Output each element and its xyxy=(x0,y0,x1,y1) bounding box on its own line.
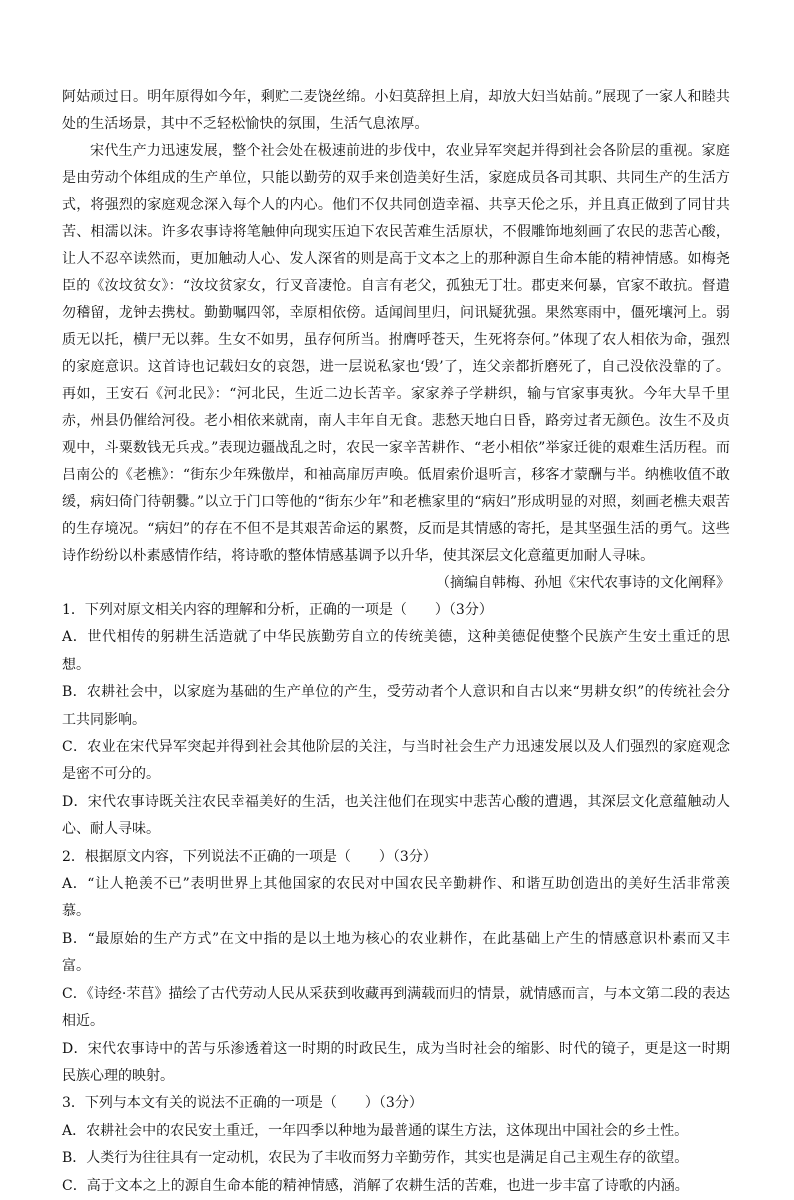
question-2 xyxy=(62,844,730,1091)
option-b: B．“最原始的生产方式”在文中指的是以土地为核心的农业耕作，在此基础上产生的情感意识朴素而又丰富。 xyxy=(62,930,730,975)
question-stem: 1．下列对原文相关内容的理解和分析，正确的一项是（ ）（3分） xyxy=(62,602,493,618)
option-a: A．世代相传的躬耕生活造就了中华民族勤劳自立的传统美德，这种美德促使整个民族产生安土重迁的思想。 xyxy=(62,629,730,673)
option-c: C．《诗经·芣苢》描绘了古代劳动人民从采获到收藏再到满载而归的情景，就情感而言，与本文第二段的表达相近。 xyxy=(62,985,730,1030)
option-b: B．农耕社会中，以家庭为基础的生产单位的产生，受劳动者个人意识和自古以来“男耕女织”的传统社会分工共同影响。 xyxy=(62,684,730,728)
document-page xyxy=(62,84,730,1200)
question-stem: 2．根据原文内容，下列说法不正确的一项是（ ）（3分） xyxy=(62,848,437,865)
option-c: C．高于文本之上的源自生命本能的精神情感，消解了农耕生活的苦难，也进一步丰富了诗歌的内涵。 xyxy=(62,1177,689,1194)
option-b: B．人类行为往往具有一定动机，农民为了丰收而努力辛勤劳作，其实也是满足自己主观生存的欲望。 xyxy=(62,1150,689,1167)
passage-paragraph-1: 阿姑顽过日。明年原得如今年，剩贮二麦饶丝绵。小妇莫辞担上肩，却放大妇当姑前。”展现了一家人和睦共处的生活场景，其中不乏轻松愉快的氛围，生活气息浓厚。 xyxy=(62,89,730,132)
option-d: D．宋代农事诗中的苦与乐渗透着这一时期的时政民生，成为当时社会的缩影、时代的镜子，更是这一时期民族心理的映射。 xyxy=(62,1040,730,1084)
question-stem: 3．下列与本文有关的说法不正确的一项是（ ）（3分） xyxy=(62,1095,423,1112)
question-1 xyxy=(62,597,730,844)
option-c: C．农业在宋代异军突起并得到社会其他阶层的关注，与当时社会生产力迅速发展以及人们强烈的家庭观念是密不可分的。 xyxy=(62,739,730,783)
passage-paragraph-2: 宋代生产力迅速发展，整个社会处在极速前进的步伐中，农业异军突起并得到社会各阶层的重视。家庭是由劳动个体组成的生产单位，只能以勤劳的双手来创造美好生活，家庭成员各司其职、共同生产的生活方式，将强烈的家庭观念深入每个人的内心。他们不仅共同创造幸福、共享天伦之乐，并且真正做到了同甘共苦、相濡以沫。许多农事诗将笔触伸向现实压迫下农民苦难生活原状，不假雕饰地刻画了农民的悲苦心酸，让人不忍卒读然而，更加触动人心、发人深省的则是高于文本之上的那种源自生命本能的精神情感。如梅尧臣的《汝坟贫女》：“汝坟贫家女，行叉音凄怆。自言有老父，孤独无丁壮。郡吏来何暴，官家不敢抗。督遣勿稽留，龙钟去携杖。勤勤嘱四邻，幸原相依傍。适闻闾里归，问讯疑犹强。果然寒雨中，僵死壤河上。弱质无以托，横尸无以葬。生女不如男，虽存何所当。拊膺呼苍天，生死将奈何。”体现了农人相依为命，强烈的家庭意识。这首诗也记载妇女的哀怨，进一层说私家也‘毁’了，连父亲都折磨死了，自己没依没靠的了。再如，王安石《河北民》：“河北民，生近二边长苦辛。家家养子学耕织，输与官家事夷狄。今年大旱千里赤，州县仍催给河役。老小相依来就南，南人丰年自无食。悲愁天地白日昏，路旁过者无颜色。汝生不及贞观中，斗粟数钱无兵戎。”表现边疆战乱之时，农民一家辛苦耕作、“老小相依”举家迁徙的艰难生活历程。而吕南公的《老樵》：“街东少年殊傲岸，和袖高扉厉声唤。低眉索价退听言，移客才蒙酬与半。纳樵收值不敢缓，病妇倚门待朝爨。”以立于门口等他的“街东少年”和老樵家里的“病妇”形成明显的对照，刻画老樵夫艰苦的生存境况。“病妇”的存在不但不是其艰苦命运的累赘，反而是其情感的寄托，是其坚强生活的勇气。这些诗作纷纷以朴素感情作结，将诗歌的整体情感基调予以升华，使其深层文化意蕴更加耐人寻味。 xyxy=(62,143,730,564)
option-a: A．农耕社会中的农民安土重迁，一年四季以种地为最普通的谋生方法，这体现出中国社会的乡土性。 xyxy=(62,1122,689,1139)
question-3 xyxy=(62,1090,730,1200)
option-a: A．“让人艳羡不已”表明世界上其他国家的农民对中国农民辛勤耕作、和谐互助创造出的美好生活非常羡慕。 xyxy=(62,876,730,920)
option-d: D．宋代农事诗既关注农民幸福美好的生活，也关注他们在现实中悲苦心酸的遭遇，其深层文化意蕴触动人心、耐人寻味。 xyxy=(62,793,730,838)
passage-source: （摘编自韩梅、孙旭《宋代农事诗的文化阐释》 xyxy=(436,575,730,591)
